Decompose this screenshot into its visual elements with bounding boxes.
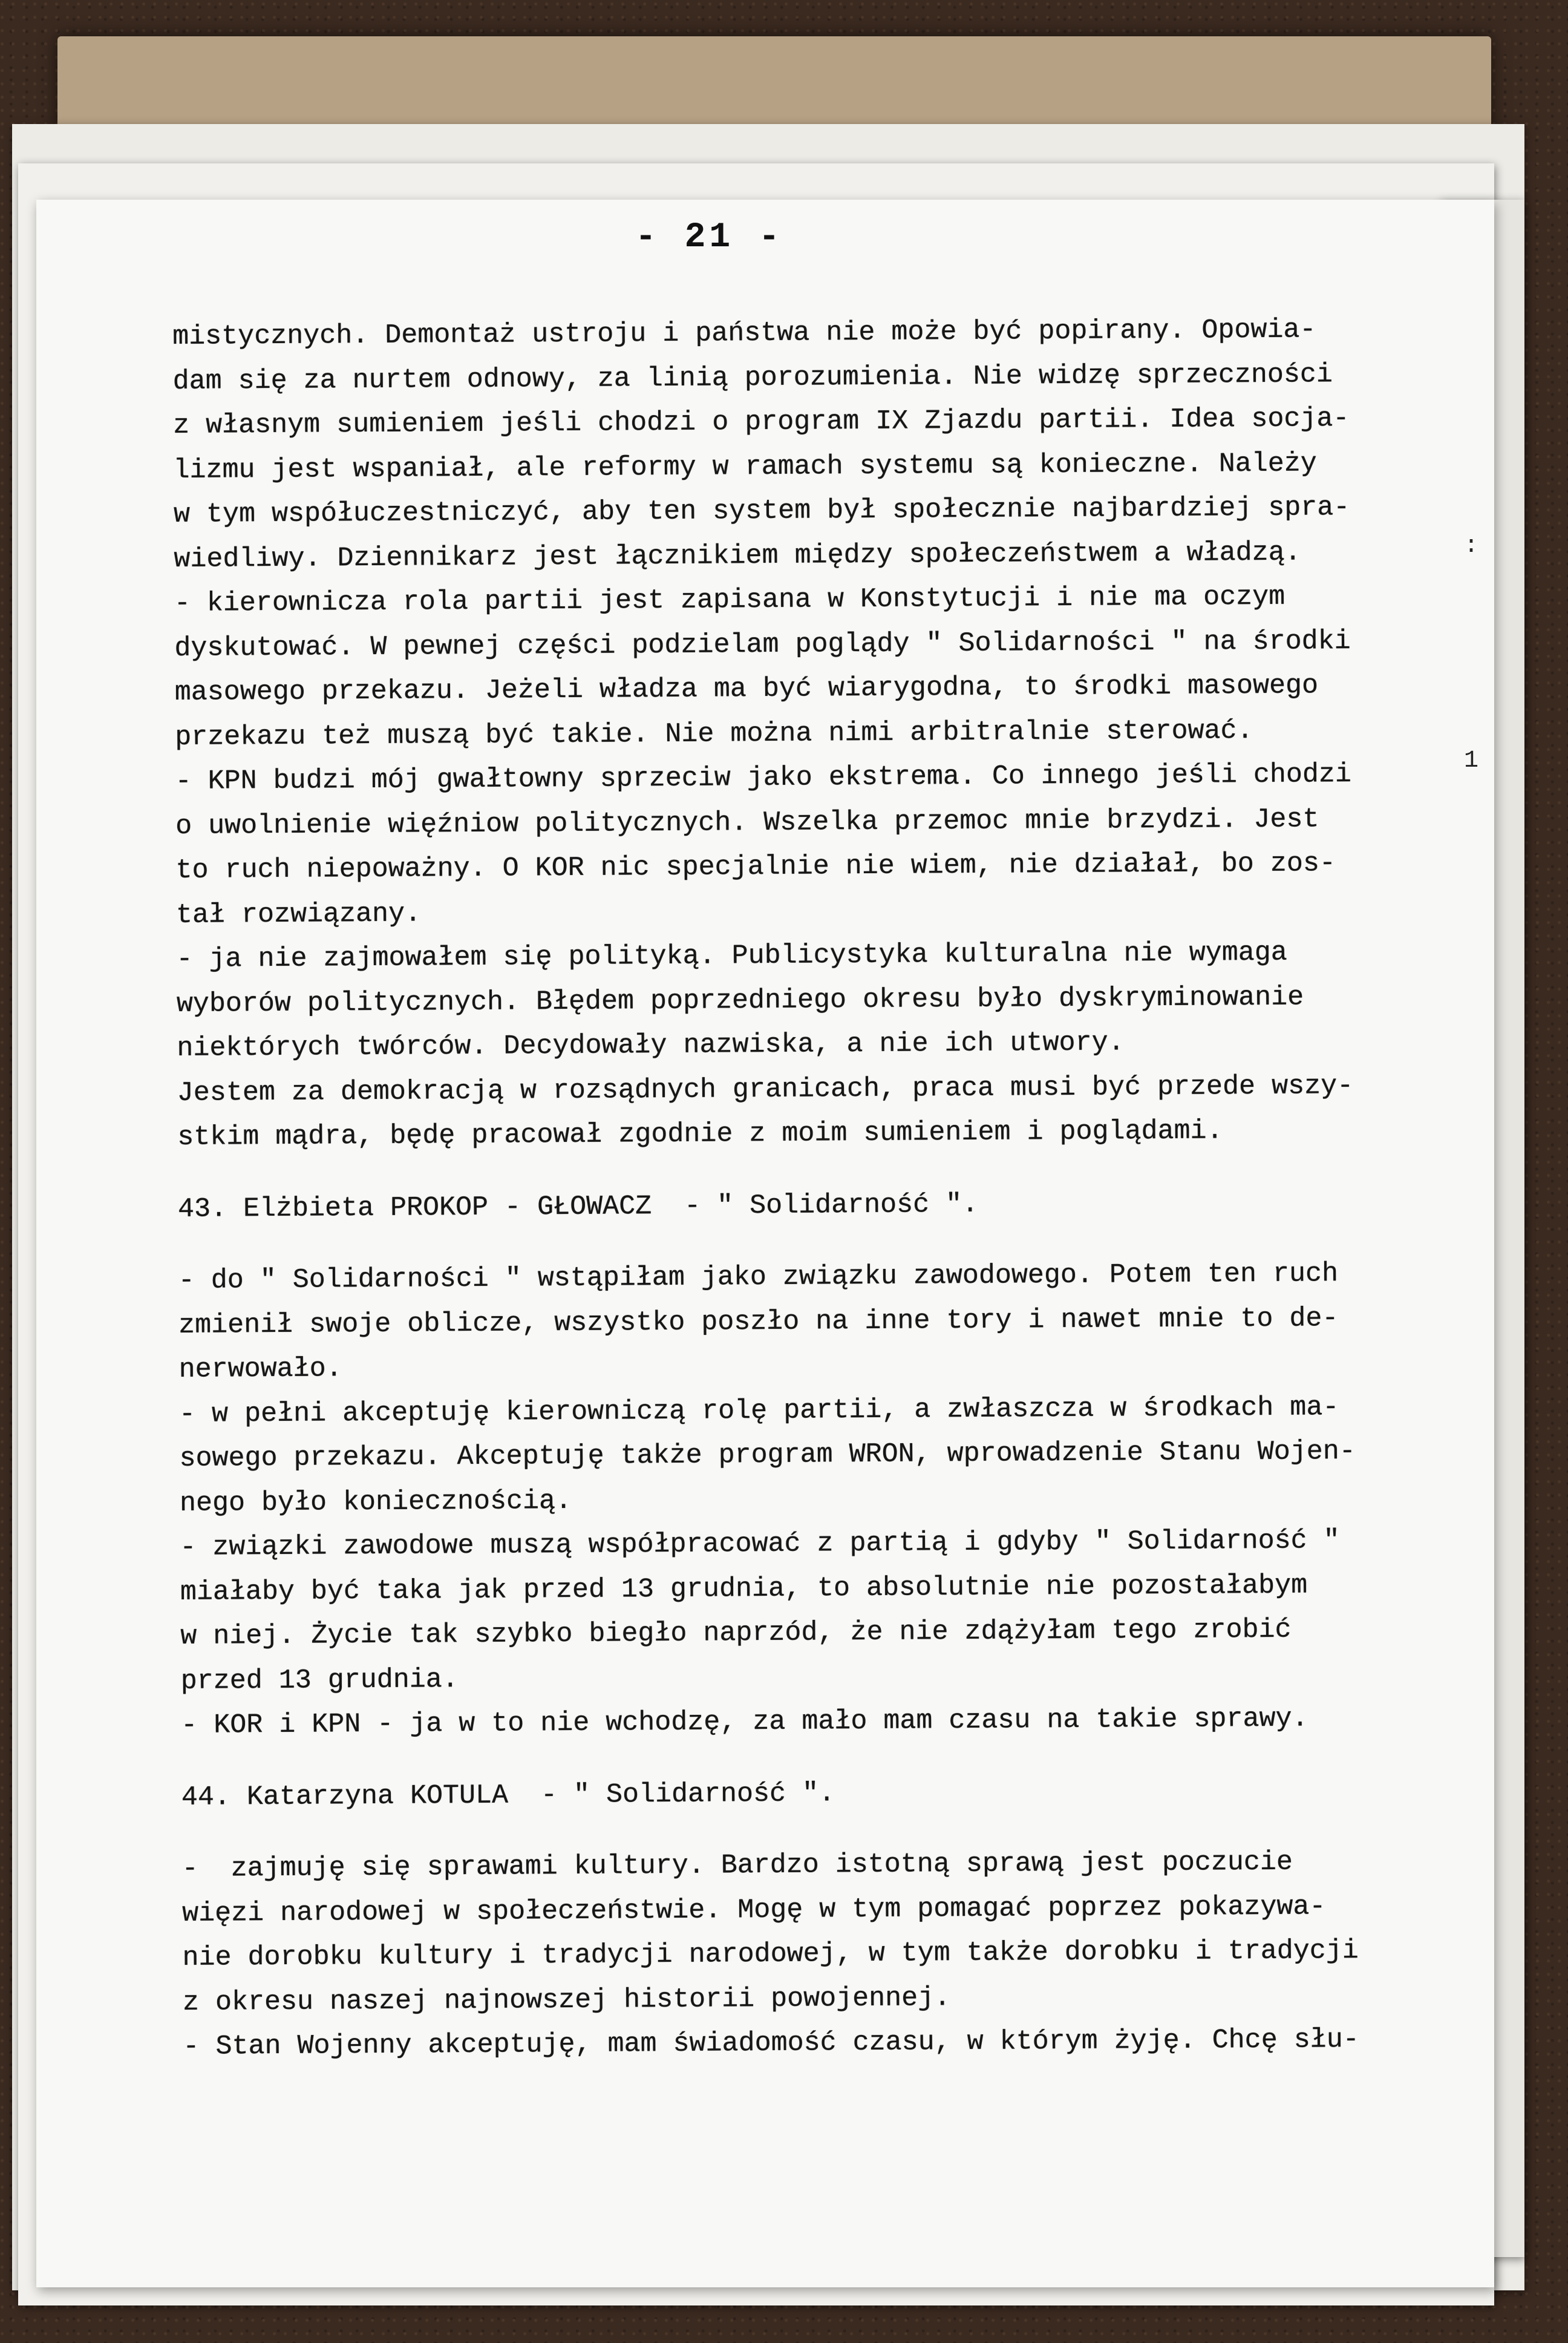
text-line: więzi narodowej w społeczeństwie. Mogę w tym pomagać poprzez pokazywa- — [181, 1890, 1326, 1929]
section-44-name: 44. Katarzyna KOTULA — [181, 1780, 509, 1813]
page-body — [172, 307, 1484, 2069]
text-line: w tym współuczestniczyć, aby ten system był społecznie najbardziej spra- — [173, 492, 1350, 530]
text-line: dyskutować. W pewnej części podzielam poglądy " Solidarności " na środki — [174, 625, 1351, 664]
text-line: niektórych twórców. Decydowały nazwiska, a nie ich utwory. — [177, 1027, 1125, 1064]
text-line: przekazu też muszą być takie. Nie można nimi arbitralnie sterować. — [175, 715, 1253, 753]
text-line: to ruch niepoważny. O KOR nic specjalnie nie wiem, nie działał, bo zos- — [175, 848, 1336, 886]
text-line: tał rozwiązany. — [175, 898, 422, 931]
section-44-body — [181, 1839, 1483, 2069]
section-43-name: 43. Elżbieta PROKOP - GŁOWACZ — [177, 1190, 652, 1225]
text-line: - w pełni akceptuję kierowniczą rolę partii, a zwłaszcza w środkach ma- — [178, 1391, 1339, 1430]
text-line: miałaby być taka jak przed 13 grudnia, to absolutnie nie pozostałabym — [180, 1570, 1308, 1608]
edge-mark: 1 — [1464, 747, 1479, 775]
text-line: przed 13 grudnia. — [180, 1663, 459, 1697]
text-line: - do " Solidarności " wstąpiłam jako związku zawodowego. Potem ten ruch — [178, 1258, 1339, 1296]
text-line: - KPN budzi mój gwałtowny sprzeciw jako ekstrema. Co innego jeśli chodzi — [175, 759, 1352, 797]
text-line: masowego przekazu. Jeżeli władza ma być wiarygodna, to środki masowego — [174, 670, 1319, 708]
text-line: wyborów politycznych. Błędem poprzedniego okresu było dyskryminowanie — [176, 981, 1304, 1020]
text-line: - ja nie zajmowałem się polityką. Publicystyka kulturalna nie wymaga — [176, 937, 1287, 975]
text-line: w niej. Życie tak szybko biegło naprzód, że nie zdążyłam tego zrobić — [180, 1614, 1292, 1652]
text-line: wiedliwy. Dziennikarz jest łącznikiem między społeczeństwem a władzą. — [174, 537, 1301, 575]
section-44-affiliation: - " Solidarność ". — [508, 1777, 835, 1811]
text-line: dam się za nurtem odnowy, za linią porozumienia. Nie widzę sprzeczności — [172, 358, 1333, 397]
text-line: nerwowało. — [178, 1353, 342, 1385]
text-line: nie dorobku kultury i tradycji narodowej, w tym także dorobku i tradycji — [182, 1935, 1359, 1973]
opening-paragraphs — [172, 307, 1478, 1160]
section-43-affiliation: - " Solidarność ". — [651, 1188, 979, 1222]
text-line: o uwolnienie więźniow politycznych. Wszelka przemoc mnie brzydzi. Jest — [175, 803, 1319, 842]
text-line: sowego przekazu. Akceptuję także program WRON, wprowadzenie Stanu Wojen- — [179, 1436, 1356, 1474]
text-line: z okresu naszej najnowszej historii powojennej. — [182, 1982, 951, 2018]
section-43-body — [178, 1251, 1482, 1748]
typewritten-page — [36, 200, 1494, 2287]
page-number: - 21 - — [635, 218, 783, 257]
text-line: - zajmuję się sprawami kultury. Bardzo istotną sprawą jest poczucie — [181, 1846, 1293, 1884]
text-line: - KOR i KPN - ja w to nie wchodzę, za mało mam czasu na takie sprawy. — [181, 1703, 1308, 1741]
text-line: Jestem za demokracją w rozsądnych granicach, praca musi być przede wszy- — [177, 1070, 1354, 1109]
edge-mark: : — [1464, 532, 1479, 560]
text-line: zmienił swoje oblicze, wszystko poszło na inne tory i nawet mnie to de- — [178, 1302, 1339, 1341]
text-line: - kierownicza rola partii jest zapisana w Konstytucji i nie ma oczym — [174, 581, 1285, 619]
text-line: z własnym sumieniem jeśli chodzi o program IX Zjazdu partii. Idea socja- — [172, 403, 1350, 441]
text-line: mistycznych. Demontaż ustroju i państwa nie może być popirany. Opowia- — [172, 314, 1316, 352]
text-line: lizmu jest wspaniał, ale reformy w ramach systemu są konieczne. Należy — [173, 447, 1318, 486]
text-line: stkim mądra, będę pracował zgodnie z moim sumieniem i poglądami. — [177, 1115, 1223, 1153]
text-line: nego było koniecznością. — [179, 1485, 572, 1519]
text-line: - związki zawodowe muszą współpracować z partią i gdyby " Solidarność " — [180, 1525, 1340, 1563]
section-44-heading — [181, 1767, 1482, 1820]
text-line: - Stan Wojenny akceptuję, mam świadomość czasu, w którym żyję. Chcę słu- — [183, 2024, 1359, 2062]
section-43-heading — [178, 1179, 1478, 1231]
